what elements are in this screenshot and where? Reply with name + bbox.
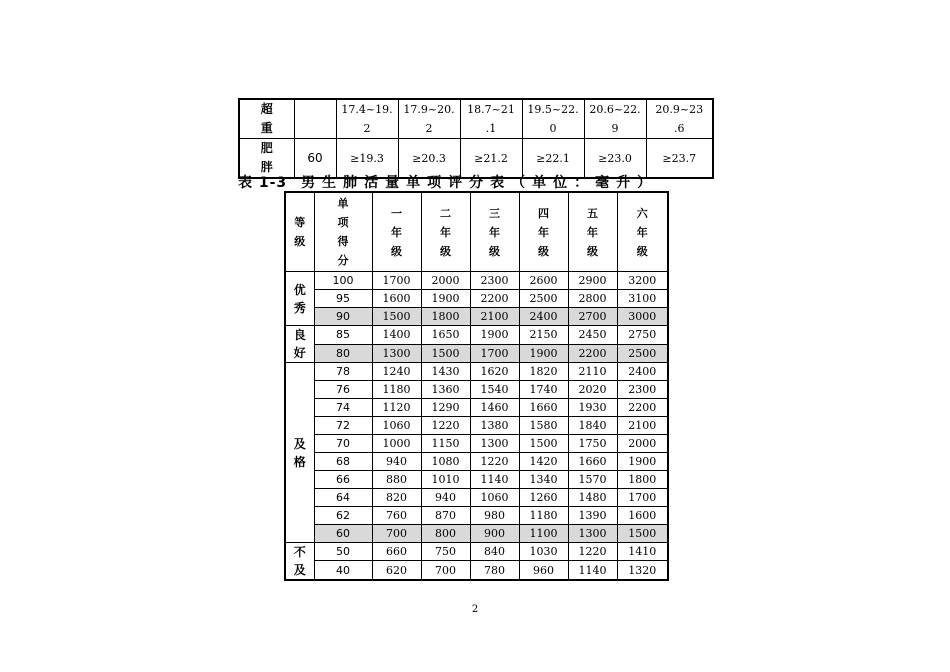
capacity-value-cell: 1080 <box>421 453 470 471</box>
page-number: 2 <box>471 604 479 615</box>
header-year-1: 一 年 级 <box>372 192 421 272</box>
table-row <box>285 543 668 561</box>
capacity-value-cell: 1800 <box>421 308 470 326</box>
capacity-value-cell: 1620 <box>470 363 519 381</box>
score-cell: 74 <box>314 399 372 417</box>
capacity-value-cell: 2800 <box>568 290 617 308</box>
header-year-2: 二 年 级 <box>421 192 470 272</box>
capacity-value-cell: 1220 <box>470 453 519 471</box>
score-cell: 70 <box>314 435 372 453</box>
lung-capacity-score-table <box>284 191 669 581</box>
capacity-value-cell: 1060 <box>372 417 421 435</box>
capacity-value-cell: 800 <box>421 525 470 543</box>
capacity-value-cell: 900 <box>470 525 519 543</box>
capacity-value-cell: 1220 <box>568 543 617 561</box>
capacity-value-cell: 1460 <box>470 399 519 417</box>
score-cell: 50 <box>314 543 372 561</box>
header-row <box>285 192 668 272</box>
capacity-value-cell: 1700 <box>372 272 421 290</box>
header-score: 单 项 得 分 <box>314 192 372 272</box>
capacity-value-cell: 1900 <box>470 326 519 345</box>
capacity-value-cell: 760 <box>372 507 421 525</box>
capacity-value-cell: 1480 <box>568 489 617 507</box>
capacity-value-cell: 3200 <box>617 272 668 290</box>
table-row <box>285 525 668 543</box>
capacity-value-cell: 1660 <box>568 453 617 471</box>
header-year-6: 六 年 级 <box>617 192 668 272</box>
table-heading <box>238 172 658 192</box>
capacity-value-cell: 750 <box>421 543 470 561</box>
capacity-value-cell: 1120 <box>372 399 421 417</box>
table-row <box>285 308 668 326</box>
capacity-value-cell: 1820 <box>519 363 568 381</box>
capacity-value-cell: 1290 <box>421 399 470 417</box>
header-year-5: 五 年 级 <box>568 192 617 272</box>
capacity-value-cell: 1580 <box>519 417 568 435</box>
table-row <box>285 453 668 471</box>
score-cell: 68 <box>314 453 372 471</box>
table-number: 表 1-3 <box>238 175 288 191</box>
header-grade: 等 级 <box>285 192 314 272</box>
capacity-value-cell: 1500 <box>372 308 421 326</box>
table-row <box>285 417 668 435</box>
capacity-value-cell: 2200 <box>617 399 668 417</box>
score-cell: 76 <box>314 381 372 399</box>
capacity-value-cell: 1930 <box>568 399 617 417</box>
category-score: 60 <box>294 139 336 179</box>
category-score <box>294 99 336 139</box>
capacity-value-cell: 780 <box>470 561 519 580</box>
capacity-value-cell: 2900 <box>568 272 617 290</box>
capacity-value-cell: 1030 <box>519 543 568 561</box>
grade-label: 及 格 <box>285 363 314 543</box>
capacity-value-cell: 2400 <box>617 363 668 381</box>
category-label: 肥 胖 <box>239 139 294 179</box>
capacity-value-cell: 940 <box>372 453 421 471</box>
capacity-value-cell: 1650 <box>421 326 470 345</box>
bmi-range-cell: ≥23.0 <box>584 139 646 179</box>
capacity-value-cell: 870 <box>421 507 470 525</box>
header-year-3: 三 年 级 <box>470 192 519 272</box>
capacity-value-cell: 1410 <box>617 543 668 561</box>
capacity-value-cell: 700 <box>421 561 470 580</box>
score-cell: 78 <box>314 363 372 381</box>
capacity-value-cell: 1300 <box>372 344 421 363</box>
score-cell: 64 <box>314 489 372 507</box>
bmi-range-cell: 17.9~20. 2 <box>398 99 460 139</box>
capacity-value-cell: 660 <box>372 543 421 561</box>
table-row <box>285 435 668 453</box>
capacity-value-cell: 1380 <box>470 417 519 435</box>
capacity-value-cell: 980 <box>470 507 519 525</box>
score-cell: 80 <box>314 344 372 363</box>
capacity-value-cell: 1340 <box>519 471 568 489</box>
table-row <box>285 363 668 381</box>
capacity-value-cell: 1000 <box>372 435 421 453</box>
capacity-value-cell: 2150 <box>519 326 568 345</box>
bmi-range-cell: ≥23.7 <box>646 139 713 179</box>
capacity-value-cell: 1300 <box>568 525 617 543</box>
grade-label: 优 秀 <box>285 272 314 326</box>
score-cell: 40 <box>314 561 372 580</box>
capacity-value-cell: 1260 <box>519 489 568 507</box>
capacity-value-cell: 2020 <box>568 381 617 399</box>
table-row <box>285 561 668 580</box>
capacity-value-cell: 1240 <box>372 363 421 381</box>
table-row <box>285 326 668 345</box>
capacity-value-cell: 2600 <box>519 272 568 290</box>
category-label: 超 重 <box>239 99 294 139</box>
capacity-value-cell: 1420 <box>519 453 568 471</box>
score-cell: 95 <box>314 290 372 308</box>
capacity-value-cell: 1750 <box>568 435 617 453</box>
capacity-value-cell: 1150 <box>421 435 470 453</box>
capacity-value-cell: 1900 <box>617 453 668 471</box>
capacity-value-cell: 2110 <box>568 363 617 381</box>
score-cell: 62 <box>314 507 372 525</box>
capacity-value-cell: 1060 <box>470 489 519 507</box>
capacity-value-cell: 820 <box>372 489 421 507</box>
capacity-value-cell: 960 <box>519 561 568 580</box>
capacity-value-cell: 2200 <box>568 344 617 363</box>
capacity-value-cell: 1600 <box>372 290 421 308</box>
capacity-value-cell: 1900 <box>421 290 470 308</box>
grade-label: 不 及 <box>285 543 314 581</box>
header-year-4: 四 年 级 <box>519 192 568 272</box>
capacity-value-cell: 2500 <box>519 290 568 308</box>
bmi-range-cell: ≥20.3 <box>398 139 460 179</box>
table-row <box>285 381 668 399</box>
capacity-value-cell: 1320 <box>617 561 668 580</box>
capacity-value-cell: 1140 <box>568 561 617 580</box>
capacity-value-cell: 1390 <box>568 507 617 525</box>
table-row <box>285 489 668 507</box>
capacity-value-cell: 2500 <box>617 344 668 363</box>
bmi-range-cell: 19.5~22. 0 <box>522 99 584 139</box>
capacity-value-cell: 880 <box>372 471 421 489</box>
bmi-range-cell: ≥22.1 <box>522 139 584 179</box>
score-cell: 60 <box>314 525 372 543</box>
bmi-range-cell: ≥19.3 <box>336 139 398 179</box>
capacity-value-cell: 2100 <box>617 417 668 435</box>
capacity-value-cell: 1660 <box>519 399 568 417</box>
table-row <box>285 507 668 525</box>
table-row <box>285 290 668 308</box>
score-cell: 66 <box>314 471 372 489</box>
top-table-row <box>239 99 713 139</box>
capacity-value-cell: 1900 <box>519 344 568 363</box>
capacity-value-cell: 2700 <box>568 308 617 326</box>
bmi-range-cell: ≥21.2 <box>460 139 522 179</box>
capacity-value-cell: 620 <box>372 561 421 580</box>
score-cell: 72 <box>314 417 372 435</box>
capacity-value-cell: 1180 <box>372 381 421 399</box>
capacity-value-cell: 1600 <box>617 507 668 525</box>
grade-label: 良 好 <box>285 326 314 363</box>
capacity-value-cell: 1740 <box>519 381 568 399</box>
table-row <box>285 272 668 290</box>
table-row <box>285 344 668 363</box>
bmi-range-cell: 18.7~21 .1 <box>460 99 522 139</box>
table-row <box>285 471 668 489</box>
capacity-value-cell: 1700 <box>470 344 519 363</box>
score-cell: 90 <box>314 308 372 326</box>
capacity-value-cell: 840 <box>470 543 519 561</box>
capacity-value-cell: 2300 <box>470 272 519 290</box>
capacity-value-cell: 1700 <box>617 489 668 507</box>
capacity-value-cell: 1140 <box>470 471 519 489</box>
capacity-value-cell: 1430 <box>421 363 470 381</box>
capacity-value-cell: 700 <box>372 525 421 543</box>
bmi-range-cell: 20.9~23 .6 <box>646 99 713 139</box>
capacity-value-cell: 1360 <box>421 381 470 399</box>
capacity-value-cell: 1180 <box>519 507 568 525</box>
capacity-value-cell: 3100 <box>617 290 668 308</box>
capacity-value-cell: 940 <box>421 489 470 507</box>
capacity-value-cell: 1500 <box>519 435 568 453</box>
capacity-value-cell: 1840 <box>568 417 617 435</box>
capacity-value-cell: 1400 <box>372 326 421 345</box>
table-row <box>285 399 668 417</box>
capacity-value-cell: 2100 <box>470 308 519 326</box>
capacity-value-cell: 3000 <box>617 308 668 326</box>
bmi-range-cell: 17.4~19. 2 <box>336 99 398 139</box>
overweight-obesity-table <box>238 98 714 179</box>
capacity-value-cell: 2200 <box>470 290 519 308</box>
score-cell: 85 <box>314 326 372 345</box>
capacity-value-cell: 2000 <box>617 435 668 453</box>
capacity-value-cell: 1540 <box>470 381 519 399</box>
capacity-value-cell: 1100 <box>519 525 568 543</box>
table-title: 男生肺活量单项评分表（单位：毫升） <box>301 175 659 191</box>
capacity-value-cell: 2000 <box>421 272 470 290</box>
capacity-value-cell: 2300 <box>617 381 668 399</box>
capacity-value-cell: 1500 <box>617 525 668 543</box>
score-cell: 100 <box>314 272 372 290</box>
capacity-value-cell: 2400 <box>519 308 568 326</box>
bmi-range-cell: 20.6~22. 9 <box>584 99 646 139</box>
capacity-value-cell: 1010 <box>421 471 470 489</box>
capacity-value-cell: 1300 <box>470 435 519 453</box>
capacity-value-cell: 1800 <box>617 471 668 489</box>
capacity-value-cell: 1220 <box>421 417 470 435</box>
capacity-value-cell: 2450 <box>568 326 617 345</box>
capacity-value-cell: 1500 <box>421 344 470 363</box>
capacity-value-cell: 1570 <box>568 471 617 489</box>
capacity-value-cell: 2750 <box>617 326 668 345</box>
